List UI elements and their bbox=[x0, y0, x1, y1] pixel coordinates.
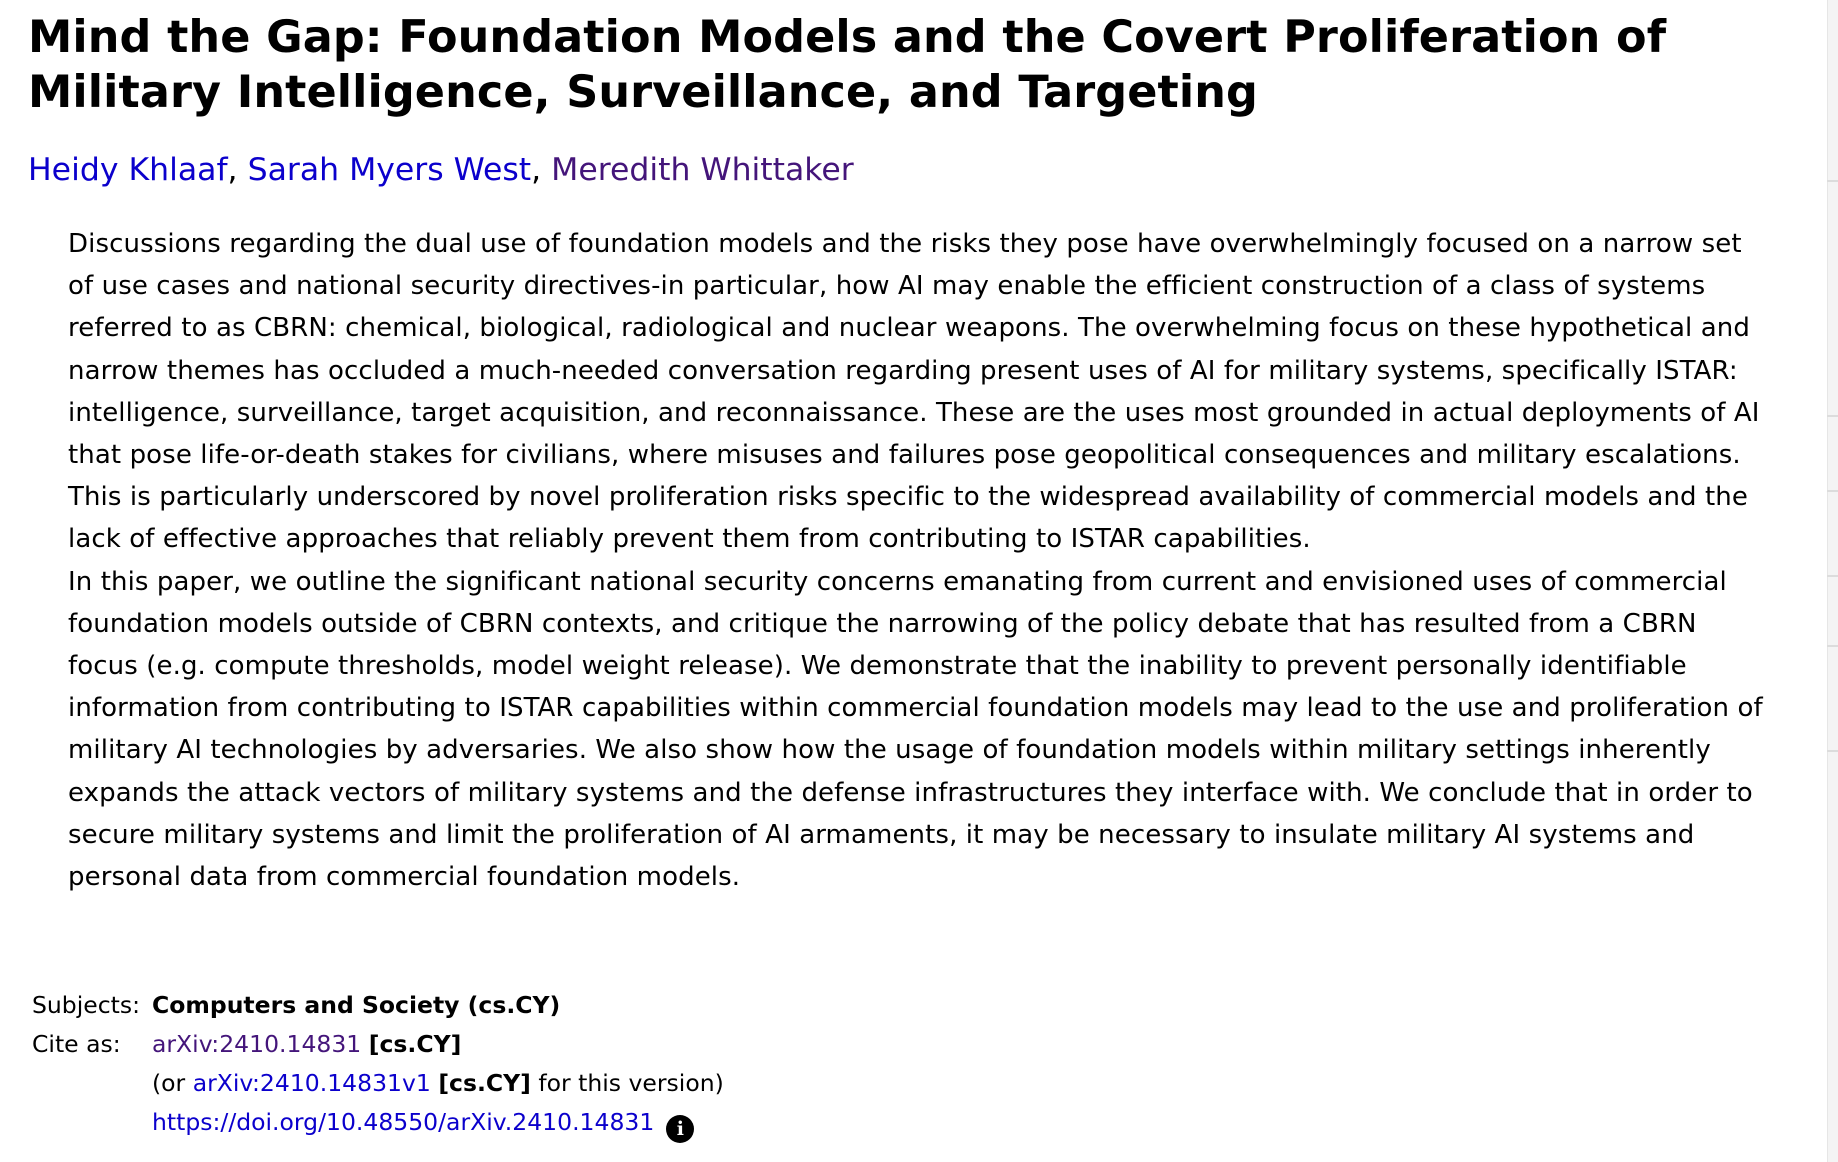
scrollbar-tick bbox=[1827, 180, 1838, 182]
subjects-row bbox=[32, 986, 724, 1025]
info-icon[interactable]: i bbox=[666, 1115, 694, 1143]
subjects-value: Computers and Society (cs.CY) bbox=[152, 991, 561, 1019]
version-row bbox=[32, 1064, 724, 1103]
abstract bbox=[68, 223, 1768, 898]
cite-class: [cs.CY] bbox=[368, 1030, 462, 1058]
scrollbar-tick bbox=[1827, 415, 1838, 417]
author-link-khlaaf[interactable]: Heidy Khlaaf bbox=[28, 152, 228, 188]
scrollbar-tick bbox=[1827, 490, 1838, 492]
subjects-label: Subjects: bbox=[32, 991, 141, 1019]
cite-arxiv-link[interactable]: arXiv:2410.14831 bbox=[152, 1030, 362, 1058]
doi-link[interactable]: https://doi.org/10.48550/arXiv.2410.14831 bbox=[152, 1108, 655, 1136]
scrollbar-tick bbox=[1827, 645, 1838, 647]
abstract-paragraph: In this paper, we outline the significant national security concerns emanating from current and envisioned uses of commercial foundation models outside of CBRN contexts, and critique the narrowing of the policy debate that has resulted from a CBRN focus (e.g. compute thresholds, model weight release). We demonstrate that the inability to prevent personally identifiable information from contributing to ISTAR capabilities within commercial foundation models may lead to the use and proliferation of military AI technologies by adversaries. We also show how the usage of foundation models within military settings inherently expands the attack vectors of military systems and the defense infrastructures they interface with. We conclude that in order to secure military systems and limit the proliferation of AI armaments, it may be necessary to insulate military AI systems and personal data from commercial foundation models. bbox=[68, 566, 1763, 893]
author-link-whittaker[interactable]: Meredith Whittaker bbox=[551, 152, 854, 188]
version-class: [cs.CY] bbox=[438, 1069, 531, 1097]
version-arxiv-link[interactable]: arXiv:2410.14831v1 bbox=[192, 1069, 431, 1097]
metadata-table bbox=[32, 986, 724, 1143]
doi-row bbox=[32, 1103, 724, 1143]
cite-row bbox=[32, 1025, 724, 1064]
author-list bbox=[28, 148, 854, 192]
author-separator: , bbox=[227, 152, 248, 188]
version-suffix: for this version) bbox=[538, 1069, 724, 1097]
scrollbar-tick bbox=[1827, 750, 1838, 752]
scrollbar-tick bbox=[1827, 575, 1838, 577]
version-prefix: (or bbox=[152, 1069, 186, 1097]
vertical-scrollbar[interactable] bbox=[1827, 0, 1838, 1162]
cite-label: Cite as: bbox=[32, 1030, 121, 1058]
abstract-paragraph: Discussions regarding the dual use of foundation models and the risks they pose have overwhelmingly focused on a narrow set of use cases and national security directives-in particular, how AI may enable the efficient construction of a class of systems referred to as CBRN: chemical, biological, radiological and nuclear weapons. The overwhelming focus on these hypothetical and narrow themes has occluded a much-needed conversation regarding present uses of AI for military systems, specifically ISTAR: intelligence, surveillance, target acquisition, and reconnaissance. These are the uses most grounded in actual deployments of AI that pose life-or-death stakes for civilians, where misuses and failures pose geopolitical consequences and military escalations. This is particularly underscored by novel proliferation risks specific to the widespread availability of commercial models and the lack of effective approaches that reliably prevent them from contributing to ISTAR capabilities. bbox=[68, 229, 1760, 555]
author-separator: , bbox=[531, 152, 552, 188]
paper-title: Mind the Gap: Foundation Models and the Covert Proliferation of Military Intelligence, Surveillance, and Targeting bbox=[28, 12, 1667, 118]
author-link-myers-west[interactable]: Sarah Myers West bbox=[247, 152, 532, 188]
